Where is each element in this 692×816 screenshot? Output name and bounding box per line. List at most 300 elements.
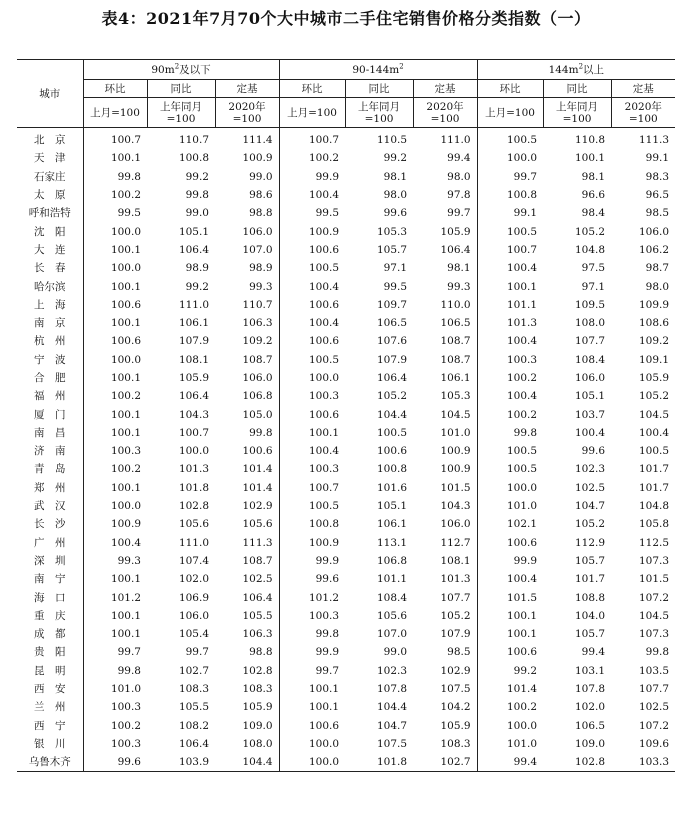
index-value: 101.3 bbox=[440, 573, 471, 586]
subheader-cell: 定基 bbox=[611, 80, 675, 98]
subheader-cell: 定基 bbox=[413, 80, 477, 98]
index-value: 100.1 bbox=[110, 573, 141, 586]
index-value: 101.5 bbox=[638, 573, 670, 586]
index-value: 100.9 bbox=[242, 152, 273, 165]
index-value: 100.6 bbox=[279, 332, 345, 350]
base-period-cell: 2020年=100 bbox=[413, 98, 477, 128]
index-value: 100.4 bbox=[110, 536, 141, 549]
index-value: 100.6 bbox=[110, 298, 141, 311]
table-row bbox=[17, 662, 675, 680]
index-value: 108.6 bbox=[638, 317, 670, 330]
index-value: 99.8 bbox=[645, 646, 670, 659]
index-value: 99.7 bbox=[185, 646, 209, 659]
index-value: 99.3 bbox=[447, 280, 471, 293]
index-value: 98.0 bbox=[645, 280, 670, 293]
index-value: 106.9 bbox=[178, 591, 209, 604]
city-name: 太 原 bbox=[17, 186, 83, 204]
table-row bbox=[17, 314, 675, 332]
index-value: 110.8 bbox=[574, 134, 606, 147]
index-value: 100.4 bbox=[574, 426, 606, 439]
index-value: 100.0 bbox=[110, 500, 141, 513]
subheader-cell: 同比 bbox=[345, 80, 413, 98]
index-value: 100.7 bbox=[110, 134, 141, 147]
index-value: 99.0 bbox=[249, 170, 273, 183]
index-value: 99.3 bbox=[249, 280, 273, 293]
table-row bbox=[17, 460, 675, 478]
index-value: 98.6 bbox=[249, 189, 273, 202]
page-title: 表4：2021年7月70个大中城市二手住宅销售价格分类指数（一） bbox=[101, 9, 591, 28]
table-row bbox=[17, 387, 675, 405]
index-value: 100.3 bbox=[477, 351, 543, 369]
table-row bbox=[17, 534, 675, 552]
index-value: 98.9 bbox=[185, 262, 209, 275]
index-value: 102.5 bbox=[574, 481, 606, 494]
index-value: 105.6 bbox=[242, 518, 273, 531]
index-value: 100.1 bbox=[477, 625, 543, 643]
index-value: 96.6 bbox=[581, 189, 606, 202]
city-name: 兰 州 bbox=[17, 698, 83, 716]
index-value: 108.1 bbox=[440, 554, 471, 567]
index-value: 106.0 bbox=[178, 609, 209, 622]
index-value: 105.0 bbox=[242, 408, 273, 421]
index-value: 99.6 bbox=[581, 445, 606, 458]
index-value: 103.1 bbox=[574, 664, 606, 677]
city-name: 南 昌 bbox=[17, 424, 83, 442]
base-period-cell: 上年同月=100 bbox=[543, 98, 611, 128]
index-value: 100.6 bbox=[279, 241, 345, 259]
index-value: 105.9 bbox=[638, 372, 670, 384]
index-value: 101.6 bbox=[376, 481, 408, 494]
index-value: 98.0 bbox=[383, 189, 408, 202]
index-value: 107.7 bbox=[638, 683, 670, 696]
index-value: 104.7 bbox=[574, 500, 606, 513]
index-value: 101.5 bbox=[477, 588, 543, 606]
index-value: 99.1 bbox=[477, 204, 543, 222]
index-value: 102.8 bbox=[242, 664, 273, 677]
index-value: 100.4 bbox=[638, 426, 670, 439]
index-value: 98.8 bbox=[249, 646, 273, 659]
index-value: 100.2 bbox=[279, 149, 345, 167]
index-value: 99.0 bbox=[185, 207, 209, 220]
index-value: 100.4 bbox=[477, 332, 543, 350]
index-value: 99.9 bbox=[279, 552, 345, 570]
index-value: 101.4 bbox=[242, 463, 273, 476]
index-value: 100.6 bbox=[376, 445, 408, 458]
base-period-cell: 上月=100 bbox=[83, 98, 147, 128]
index-value: 109.0 bbox=[574, 737, 606, 750]
index-value: 102.0 bbox=[178, 573, 209, 586]
table-row bbox=[17, 259, 675, 277]
index-value: 100.3 bbox=[279, 607, 345, 625]
index-value: 98.4 bbox=[581, 207, 606, 220]
index-value: 102.3 bbox=[376, 664, 408, 677]
index-value: 100.3 bbox=[110, 445, 141, 458]
index-value: 100.5 bbox=[638, 445, 670, 458]
index-value: 100.9 bbox=[279, 222, 345, 240]
city-name: 天 津 bbox=[17, 149, 83, 167]
index-value: 105.9 bbox=[440, 719, 471, 732]
index-value: 106.3 bbox=[242, 628, 273, 641]
index-value: 102.5 bbox=[242, 573, 273, 586]
index-value: 109.5 bbox=[574, 298, 606, 311]
index-value: 100.1 bbox=[110, 243, 141, 256]
index-value: 106.8 bbox=[242, 390, 273, 403]
index-value: 100.4 bbox=[477, 570, 543, 588]
table-row bbox=[17, 128, 675, 150]
index-value: 99.6 bbox=[383, 207, 408, 220]
index-value: 111.0 bbox=[178, 536, 209, 549]
index-value: 99.4 bbox=[581, 646, 606, 659]
index-value: 96.5 bbox=[645, 189, 670, 202]
index-value: 99.6 bbox=[279, 570, 345, 588]
index-value: 100.1 bbox=[279, 424, 345, 442]
index-value: 107.0 bbox=[242, 243, 273, 256]
index-value: 107.9 bbox=[178, 335, 209, 348]
index-value: 100.1 bbox=[110, 152, 141, 165]
city-name: 武 汉 bbox=[17, 497, 83, 515]
index-value: 99.2 bbox=[477, 662, 543, 680]
index-value: 100.0 bbox=[279, 753, 345, 772]
index-value: 104.8 bbox=[574, 243, 606, 256]
index-value: 100.1 bbox=[279, 698, 345, 716]
city-name: 福 州 bbox=[17, 387, 83, 405]
index-value: 106.1 bbox=[376, 518, 408, 531]
index-value: 107.9 bbox=[440, 628, 471, 641]
index-value: 100.1 bbox=[110, 426, 141, 439]
index-value: 101.0 bbox=[440, 426, 471, 439]
index-value: 109.1 bbox=[638, 353, 670, 366]
city-name: 银 川 bbox=[17, 735, 83, 753]
index-value: 101.0 bbox=[110, 683, 141, 696]
index-value: 105.6 bbox=[376, 609, 408, 622]
index-value: 100.1 bbox=[279, 680, 345, 698]
index-value: 108.8 bbox=[574, 591, 606, 604]
index-value: 99.2 bbox=[383, 152, 408, 165]
index-value: 100.5 bbox=[477, 442, 543, 460]
index-value: 102.9 bbox=[242, 500, 273, 513]
index-value: 100.7 bbox=[279, 128, 345, 150]
index-value: 107.4 bbox=[178, 554, 209, 567]
index-value: 100.5 bbox=[279, 259, 345, 277]
index-value: 107.7 bbox=[440, 591, 471, 604]
index-value: 107.7 bbox=[574, 335, 606, 348]
index-value: 105.7 bbox=[376, 243, 408, 256]
city-name: 南 京 bbox=[17, 314, 83, 332]
index-value: 107.5 bbox=[376, 737, 408, 750]
index-value: 98.1 bbox=[447, 262, 471, 275]
city-name: 石家庄 bbox=[17, 168, 83, 186]
index-value: 101.3 bbox=[178, 463, 209, 476]
index-value: 112.7 bbox=[440, 536, 471, 549]
index-value: 104.4 bbox=[376, 408, 408, 421]
index-value: 99.8 bbox=[477, 424, 543, 442]
index-value: 101.7 bbox=[638, 463, 670, 476]
index-value: 101.7 bbox=[574, 573, 606, 586]
index-value: 100.8 bbox=[376, 463, 408, 476]
table-row bbox=[17, 552, 675, 570]
index-value: 100.6 bbox=[279, 717, 345, 735]
subheader-cell: 环比 bbox=[279, 80, 345, 98]
index-value: 98.5 bbox=[447, 646, 471, 659]
index-value: 109.2 bbox=[242, 335, 273, 348]
index-value: 102.7 bbox=[178, 664, 209, 677]
index-value: 100.4 bbox=[279, 442, 345, 460]
index-value: 100.4 bbox=[279, 277, 345, 295]
table-row bbox=[17, 625, 675, 643]
index-value: 106.8 bbox=[376, 554, 408, 567]
index-value: 106.0 bbox=[242, 225, 273, 238]
table-row bbox=[17, 479, 675, 497]
index-value: 100.7 bbox=[279, 479, 345, 497]
index-value: 104.2 bbox=[440, 701, 471, 714]
index-value: 106.0 bbox=[242, 372, 273, 384]
index-value: 100.0 bbox=[110, 353, 141, 366]
index-value: 105.7 bbox=[574, 628, 606, 641]
index-value: 101.1 bbox=[477, 296, 543, 314]
index-value: 100.1 bbox=[110, 628, 141, 641]
index-value: 100.8 bbox=[178, 152, 209, 165]
index-value: 100.2 bbox=[110, 463, 141, 476]
index-value: 111.0 bbox=[440, 134, 471, 147]
table-row bbox=[17, 442, 675, 460]
subheader-cell: 定基 bbox=[215, 80, 279, 98]
index-value: 100.1 bbox=[477, 607, 543, 625]
city-name: 乌鲁木齐 bbox=[17, 753, 83, 772]
index-value: 101.0 bbox=[477, 497, 543, 515]
index-value: 100.9 bbox=[440, 463, 471, 476]
index-value: 99.7 bbox=[477, 168, 543, 186]
index-value: 100.4 bbox=[477, 387, 543, 405]
index-value: 98.7 bbox=[645, 262, 670, 275]
index-value: 108.7 bbox=[242, 353, 273, 366]
table-row bbox=[17, 222, 675, 240]
index-value: 108.7 bbox=[440, 353, 471, 366]
city-name: 海 口 bbox=[17, 588, 83, 606]
table-row bbox=[17, 204, 675, 222]
index-value: 98.8 bbox=[249, 207, 273, 220]
index-value: 110.7 bbox=[178, 134, 209, 147]
index-value: 104.5 bbox=[440, 408, 471, 421]
index-value: 112.5 bbox=[638, 536, 670, 549]
index-value: 100.0 bbox=[279, 369, 345, 387]
index-value: 99.4 bbox=[447, 152, 471, 165]
index-value: 100.0 bbox=[477, 717, 543, 735]
index-value: 101.4 bbox=[242, 481, 273, 494]
index-value: 106.0 bbox=[638, 225, 670, 238]
index-value: 104.0 bbox=[574, 609, 606, 622]
index-value: 101.4 bbox=[477, 680, 543, 698]
index-value: 100.5 bbox=[477, 222, 543, 240]
index-value: 108.7 bbox=[242, 554, 273, 567]
index-value: 100.2 bbox=[477, 369, 543, 387]
city-name: 郑 州 bbox=[17, 479, 83, 497]
index-value: 99.9 bbox=[279, 168, 345, 186]
city-name: 厦 门 bbox=[17, 405, 83, 423]
city-name: 哈尔滨 bbox=[17, 277, 83, 295]
index-value: 100.1 bbox=[110, 372, 141, 384]
city-name: 北 京 bbox=[17, 128, 83, 150]
city-name: 杭 州 bbox=[17, 332, 83, 350]
index-value: 107.8 bbox=[574, 683, 606, 696]
table-row bbox=[17, 369, 675, 387]
index-value: 100.4 bbox=[477, 259, 543, 277]
index-value: 100.0 bbox=[178, 445, 209, 458]
index-value: 107.5 bbox=[440, 683, 471, 696]
index-value: 110.0 bbox=[440, 298, 471, 311]
index-value: 105.9 bbox=[440, 225, 471, 238]
city-name: 深 圳 bbox=[17, 552, 83, 570]
index-value: 100.3 bbox=[110, 737, 141, 750]
index-value: 100.6 bbox=[110, 335, 141, 348]
index-value: 105.7 bbox=[574, 554, 606, 567]
index-value: 105.5 bbox=[178, 701, 209, 714]
index-value: 100.0 bbox=[477, 149, 543, 167]
group-header-small: $90m^2$及以下 bbox=[83, 60, 279, 80]
index-value: 105.3 bbox=[376, 225, 408, 238]
index-value: 107.2 bbox=[638, 719, 670, 732]
index-value: 101.2 bbox=[279, 588, 345, 606]
index-value: 110.7 bbox=[242, 298, 273, 311]
index-value: 100.5 bbox=[477, 460, 543, 478]
table-row bbox=[17, 717, 675, 735]
index-value: 111.3 bbox=[638, 134, 670, 147]
table-row bbox=[17, 570, 675, 588]
index-value: 100.0 bbox=[110, 225, 141, 238]
index-value: 99.8 bbox=[279, 625, 345, 643]
index-value: 108.4 bbox=[376, 591, 408, 604]
index-value: 104.8 bbox=[638, 500, 670, 513]
subheader-cell: 同比 bbox=[543, 80, 611, 98]
index-value: 97.8 bbox=[447, 189, 471, 202]
index-value: 99.6 bbox=[83, 753, 147, 772]
index-value: 99.5 bbox=[117, 207, 141, 220]
table-row bbox=[17, 588, 675, 606]
index-value: 100.2 bbox=[477, 405, 543, 423]
index-value: 100.6 bbox=[477, 534, 543, 552]
index-value: 99.8 bbox=[117, 170, 141, 183]
index-value: 108.1 bbox=[178, 353, 209, 366]
index-value: 111.0 bbox=[178, 298, 209, 311]
index-value: 100.2 bbox=[477, 698, 543, 716]
index-value: 97.1 bbox=[383, 262, 408, 275]
index-value: 105.5 bbox=[242, 609, 273, 622]
index-value: 100.8 bbox=[477, 186, 543, 204]
index-value: 106.3 bbox=[242, 317, 273, 330]
index-value: 99.8 bbox=[185, 189, 209, 202]
table-row bbox=[17, 296, 675, 314]
index-value: 106.2 bbox=[638, 243, 670, 256]
index-value: 102.7 bbox=[413, 753, 477, 772]
index-value: 104.5 bbox=[638, 408, 670, 421]
index-value: 99.4 bbox=[477, 753, 543, 772]
index-value: 100.9 bbox=[110, 518, 141, 531]
index-value: 102.8 bbox=[178, 500, 209, 513]
table-row bbox=[17, 405, 675, 423]
table-row bbox=[17, 168, 675, 186]
index-value: 105.2 bbox=[638, 390, 670, 403]
index-value: 100.1 bbox=[110, 408, 141, 421]
index-value: 106.4 bbox=[242, 591, 273, 604]
subheader-cell: 环比 bbox=[477, 80, 543, 98]
index-value: 103.3 bbox=[611, 753, 675, 772]
base-period-cell: 2020年=100 bbox=[215, 98, 279, 128]
index-value: 105.9 bbox=[178, 372, 209, 384]
index-value: 100.2 bbox=[110, 390, 141, 403]
index-value: 99.2 bbox=[185, 170, 209, 183]
index-value: 107.2 bbox=[638, 591, 670, 604]
index-value: 107.6 bbox=[376, 335, 408, 348]
table-row bbox=[17, 424, 675, 442]
index-value: 100.5 bbox=[279, 497, 345, 515]
index-value: 99.5 bbox=[383, 280, 408, 293]
table-row bbox=[17, 332, 675, 350]
index-value: 106.4 bbox=[440, 243, 471, 256]
index-value: 98.0 bbox=[447, 170, 471, 183]
index-value: 99.7 bbox=[279, 662, 345, 680]
index-value: 107.9 bbox=[376, 353, 408, 366]
index-value: 100.0 bbox=[477, 479, 543, 497]
group-header-large: $144m^2$以上 bbox=[477, 60, 675, 80]
index-value: 103.7 bbox=[574, 408, 606, 421]
index-value: 105.2 bbox=[574, 225, 606, 238]
index-value: 111.3 bbox=[242, 536, 273, 549]
index-value: 106.4 bbox=[178, 243, 209, 256]
city-name: 西 安 bbox=[17, 680, 83, 698]
index-value: 100.5 bbox=[376, 426, 408, 439]
table-row bbox=[17, 149, 675, 167]
index-value: 101.8 bbox=[345, 753, 413, 772]
index-value: 104.3 bbox=[440, 500, 471, 513]
index-value: 108.3 bbox=[440, 737, 471, 750]
index-value: 100.1 bbox=[110, 481, 141, 494]
index-value: 112.9 bbox=[574, 536, 606, 549]
index-value: 100.3 bbox=[279, 460, 345, 478]
index-value: 103.9 bbox=[147, 753, 215, 772]
index-value: 106.0 bbox=[574, 372, 606, 384]
table-row bbox=[17, 497, 675, 515]
subheader-cell: 环比 bbox=[83, 80, 147, 98]
index-value: 105.8 bbox=[638, 518, 670, 531]
index-value: 99.5 bbox=[279, 204, 345, 222]
index-value: 100.6 bbox=[279, 296, 345, 314]
index-value: 109.9 bbox=[638, 298, 670, 311]
index-value: 105.9 bbox=[242, 701, 273, 714]
index-value: 100.9 bbox=[279, 534, 345, 552]
index-value: 100.1 bbox=[574, 152, 606, 165]
index-value: 102.0 bbox=[574, 701, 606, 714]
index-value: 104.4 bbox=[376, 701, 408, 714]
index-value: 98.9 bbox=[249, 262, 273, 275]
table-row bbox=[17, 515, 675, 533]
city-name: 青 岛 bbox=[17, 460, 83, 478]
subheader-cell: 同比 bbox=[147, 80, 215, 98]
index-value: 101.0 bbox=[477, 735, 543, 753]
city-name: 长 沙 bbox=[17, 515, 83, 533]
index-value: 106.4 bbox=[178, 390, 209, 403]
index-value: 100.7 bbox=[477, 241, 543, 259]
index-value: 100.1 bbox=[110, 317, 141, 330]
index-value: 101.1 bbox=[376, 573, 408, 586]
index-value: 102.9 bbox=[440, 664, 471, 677]
index-value: 99.0 bbox=[383, 646, 408, 659]
index-value: 99.1 bbox=[645, 152, 670, 165]
index-value: 105.4 bbox=[178, 628, 209, 641]
index-value: 109.7 bbox=[376, 298, 408, 311]
index-value: 103.5 bbox=[638, 664, 670, 677]
index-value: 100.3 bbox=[110, 701, 141, 714]
index-value: 108.0 bbox=[574, 317, 606, 330]
index-value: 98.1 bbox=[581, 170, 606, 183]
